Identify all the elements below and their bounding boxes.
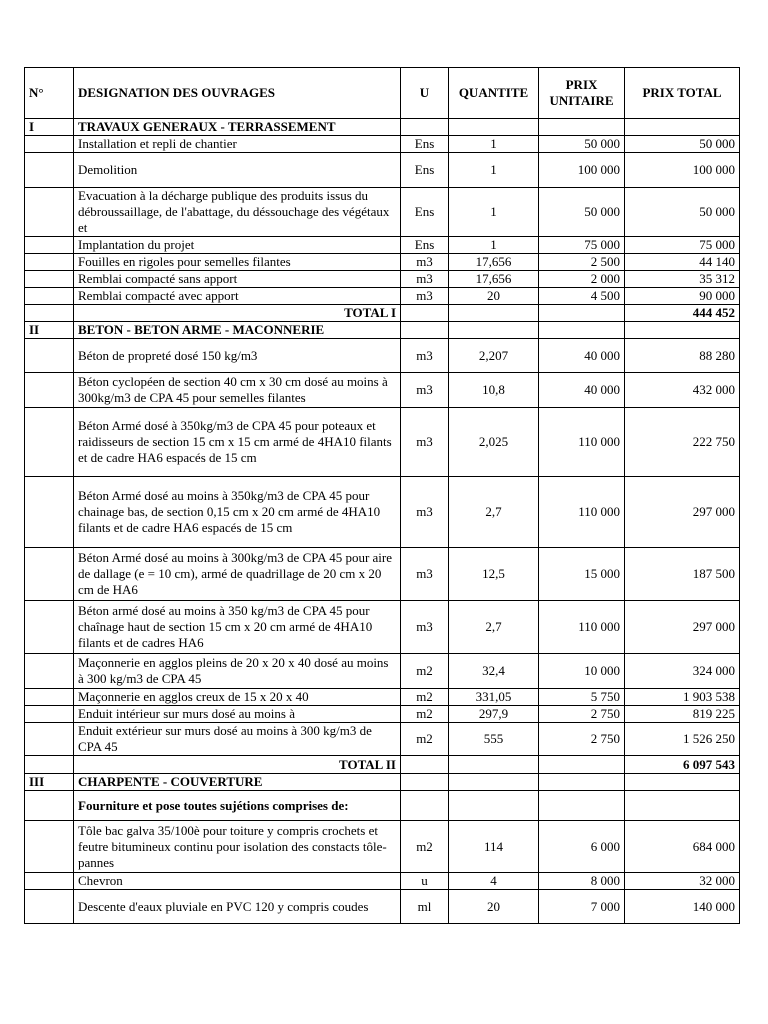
unit-cell (401, 756, 449, 774)
quantity-cell: 1 (449, 237, 539, 254)
quantity-cell: 2,207 (449, 339, 539, 373)
total-price-cell: 222 750 (625, 408, 740, 477)
unit-price-cell: 2 000 (539, 271, 625, 288)
total-price-cell: 90 000 (625, 288, 740, 305)
unit-price-cell: 5 750 (539, 689, 625, 706)
unit-price-cell: 2 750 (539, 706, 625, 723)
subheading-label: Fourniture et pose toutes sujétions comprises de: (74, 791, 401, 821)
number-cell (25, 408, 74, 477)
total-price-cell (625, 119, 740, 136)
unit-price-cell: 8 000 (539, 873, 625, 890)
number-cell (25, 890, 74, 924)
unit-cell: Ens (401, 153, 449, 188)
designation-cell: Maçonnerie en agglos pleins de 20 x 20 x 40 dosé au moins à 300 kg/m3 de CPA 45 (74, 654, 401, 689)
quantity-cell (449, 774, 539, 791)
total-price-cell: 44 140 (625, 254, 740, 271)
unit-cell: u (401, 873, 449, 890)
number-cell (25, 723, 74, 756)
unit-cell (401, 119, 449, 136)
section-row (25, 774, 740, 791)
quantity-cell: 20 (449, 890, 539, 924)
quantity-cell: 20 (449, 288, 539, 305)
table-row (25, 153, 740, 188)
table-row (25, 477, 740, 548)
table-row (25, 254, 740, 271)
total-price-cell: 50 000 (625, 136, 740, 153)
unit-price-cell: 6 000 (539, 821, 625, 873)
subheading-row (25, 791, 740, 821)
unit-cell: m2 (401, 723, 449, 756)
designation-cell: Tôle bac galva 35/100è pour toiture y compris crochets et feutre bitumineux continu pour isolation des constacts tôle-pannes (74, 821, 401, 873)
unit-price-cell: 7 000 (539, 890, 625, 924)
header-no: N° (25, 68, 74, 119)
section-row (25, 322, 740, 339)
quantity-cell: 12,5 (449, 548, 539, 601)
designation-cell: Remblai compacté sans apport (74, 271, 401, 288)
number-cell (25, 706, 74, 723)
quantity-cell (449, 119, 539, 136)
quantity-cell: 10,8 (449, 373, 539, 408)
designation-cell: Descente d'eaux pluviale en PVC 120 y compris coudes (74, 890, 401, 924)
table-row (25, 821, 740, 873)
quantity-cell: 1 (449, 153, 539, 188)
number-cell (25, 756, 74, 774)
table-row (25, 271, 740, 288)
unit-cell (401, 791, 449, 821)
unit-price-cell (539, 774, 625, 791)
table-row (25, 654, 740, 689)
unit-cell: m3 (401, 288, 449, 305)
total-price-cell: 684 000 (625, 821, 740, 873)
quantity-cell: 17,656 (449, 254, 539, 271)
total-price-cell: 50 000 (625, 188, 740, 237)
unit-price-cell: 110 000 (539, 477, 625, 548)
designation-cell: Béton cyclopéen de section 40 cm x 30 cm dosé au moins à 300kg/m3 de CPA 45 pour semelles filantes (74, 373, 401, 408)
number-cell (25, 791, 74, 821)
quantity-cell: 114 (449, 821, 539, 873)
total-price-cell: 432 000 (625, 373, 740, 408)
number-cell (25, 689, 74, 706)
quantity-cell: 17,656 (449, 271, 539, 288)
quantity-cell (449, 756, 539, 774)
unit-cell: Ens (401, 237, 449, 254)
unit-cell: m3 (401, 408, 449, 477)
quantity-cell: 2,7 (449, 477, 539, 548)
quantity-cell (449, 791, 539, 821)
designation-cell: Béton de propreté dosé 150 kg/m3 (74, 339, 401, 373)
header-quantity: QUANTITE (449, 68, 539, 119)
number-cell (25, 339, 74, 373)
quantity-cell: 331,05 (449, 689, 539, 706)
unit-price-cell: 2 750 (539, 723, 625, 756)
quantity-cell (449, 322, 539, 339)
total-price-cell (625, 791, 740, 821)
table-row (25, 873, 740, 890)
designation-cell: Remblai compacté avec apport (74, 288, 401, 305)
unit-price-cell: 50 000 (539, 188, 625, 237)
number-cell (25, 136, 74, 153)
unit-price-cell (539, 756, 625, 774)
unit-price-cell: 75 000 (539, 237, 625, 254)
total-price-cell: 819 225 (625, 706, 740, 723)
designation-cell: Béton Armé dosé à 350kg/m3 de CPA 45 pour poteaux et raidisseurs de section 15 cm x 15 cm armé de 4HA10 filants et de cadre HA6 espacés de 15 cm (74, 408, 401, 477)
section-row (25, 119, 740, 136)
section-title: TRAVAUX GENERAUX - TERRASSEMENT (74, 119, 401, 136)
designation-cell: Demolition (74, 153, 401, 188)
quantity-cell: 1 (449, 188, 539, 237)
unit-cell: m3 (401, 254, 449, 271)
designation-cell: Chevron (74, 873, 401, 890)
unit-price-cell (539, 322, 625, 339)
unit-price-cell: 50 000 (539, 136, 625, 153)
designation-cell: Béton Armé dosé au moins à 300kg/m3 de CPA 45 pour aire de dallage (e = 10 cm), armé de quadrillage de 20 cm x 20 cm de HA6 (74, 548, 401, 601)
unit-cell: m3 (401, 477, 449, 548)
quantity-cell: 555 (449, 723, 539, 756)
unit-cell: m3 (401, 271, 449, 288)
unit-cell: Ens (401, 136, 449, 153)
total-price-cell (625, 322, 740, 339)
header-designation: DESIGNATION DES OUVRAGES (74, 68, 401, 119)
table-header-row (25, 68, 740, 119)
unit-cell (401, 305, 449, 322)
number-cell (25, 254, 74, 271)
total-price-cell: 88 280 (625, 339, 740, 373)
subtotal-row (25, 756, 740, 774)
designation-cell: Fouilles en rigoles pour semelles filantes (74, 254, 401, 271)
designation-cell: Evacuation à la décharge publique des produits issus du débroussaillage, de l'abattage, du déssouchage des végétaux et (74, 188, 401, 237)
table-row (25, 706, 740, 723)
table-row (25, 288, 740, 305)
unit-cell: m2 (401, 706, 449, 723)
table-row (25, 339, 740, 373)
subtotal-value: 444 452 (625, 305, 740, 322)
unit-cell: m3 (401, 373, 449, 408)
number-cell (25, 548, 74, 601)
unit-price-cell: 15 000 (539, 548, 625, 601)
unit-price-cell: 110 000 (539, 601, 625, 654)
total-price-cell: 140 000 (625, 890, 740, 924)
total-price-cell: 35 312 (625, 271, 740, 288)
section-title: BETON - BETON ARME - MACONNERIE (74, 322, 401, 339)
number-cell (25, 271, 74, 288)
designation-cell: Installation et repli de chantier (74, 136, 401, 153)
total-price-cell: 187 500 (625, 548, 740, 601)
section-number: I (25, 119, 74, 136)
unit-cell: m3 (401, 339, 449, 373)
unit-cell: ml (401, 890, 449, 924)
total-price-cell: 32 000 (625, 873, 740, 890)
unit-price-cell: 110 000 (539, 408, 625, 477)
table-row (25, 136, 740, 153)
section-number: II (25, 322, 74, 339)
quantity-cell: 2,025 (449, 408, 539, 477)
unit-cell: m2 (401, 689, 449, 706)
quantity-cell: 32,4 (449, 654, 539, 689)
header-unit-price: PRIX UNITAIRE (539, 68, 625, 119)
unit-price-cell: 40 000 (539, 373, 625, 408)
unit-cell: Ens (401, 188, 449, 237)
unit-cell (401, 774, 449, 791)
quote-table (24, 67, 740, 924)
designation-cell: Béton Armé dosé au moins à 350kg/m3 de CPA 45 pour chainage bas, de section 0,15 cm x 20 cm armé de 4HA10 filants et de cadre HA6 espacés de 15 cm (74, 477, 401, 548)
table-row (25, 188, 740, 237)
number-cell (25, 821, 74, 873)
unit-cell (401, 322, 449, 339)
number-cell (25, 654, 74, 689)
section-number: III (25, 774, 74, 791)
unit-cell: m2 (401, 821, 449, 873)
table-row (25, 237, 740, 254)
designation-cell: Béton armé dosé au moins à 350 kg/m3 de CPA 45 pour chaînage haut de section 15 cm x 20 cm armé de 4HA10 filants et de cadres HA6 (74, 601, 401, 654)
quantity-cell: 4 (449, 873, 539, 890)
total-price-cell (625, 774, 740, 791)
designation-cell: Maçonnerie en agglos creux de 15 x 20 x 40 (74, 689, 401, 706)
header-unit: U (401, 68, 449, 119)
unit-price-cell (539, 119, 625, 136)
quote-table-body (25, 68, 740, 924)
total-price-cell: 297 000 (625, 477, 740, 548)
table-row (25, 723, 740, 756)
unit-cell: m3 (401, 601, 449, 654)
designation-cell: Enduit intérieur sur murs dosé au moins à (74, 706, 401, 723)
unit-price-cell: 10 000 (539, 654, 625, 689)
number-cell (25, 373, 74, 408)
subtotal-row (25, 305, 740, 322)
table-row (25, 548, 740, 601)
total-price-cell: 1 903 538 (625, 689, 740, 706)
number-cell (25, 601, 74, 654)
unit-cell: m2 (401, 654, 449, 689)
total-price-cell: 297 000 (625, 601, 740, 654)
designation-cell: Implantation du projet (74, 237, 401, 254)
number-cell (25, 153, 74, 188)
subtotal-label: TOTAL II (74, 756, 401, 774)
unit-price-cell: 100 000 (539, 153, 625, 188)
number-cell (25, 873, 74, 890)
quantity-cell (449, 305, 539, 322)
subtotal-value: 6 097 543 (625, 756, 740, 774)
total-price-cell: 75 000 (625, 237, 740, 254)
unit-price-cell: 40 000 (539, 339, 625, 373)
table-row (25, 689, 740, 706)
table-row (25, 890, 740, 924)
total-price-cell: 324 000 (625, 654, 740, 689)
number-cell (25, 237, 74, 254)
quantity-cell: 1 (449, 136, 539, 153)
number-cell (25, 188, 74, 237)
section-title: CHARPENTE - COUVERTURE (74, 774, 401, 791)
number-cell (25, 288, 74, 305)
subtotal-label: TOTAL I (74, 305, 401, 322)
number-cell (25, 477, 74, 548)
unit-price-cell (539, 305, 625, 322)
table-row (25, 601, 740, 654)
total-price-cell: 1 526 250 (625, 723, 740, 756)
unit-price-cell: 2 500 (539, 254, 625, 271)
unit-cell: m3 (401, 548, 449, 601)
table-row (25, 373, 740, 408)
unit-price-cell (539, 791, 625, 821)
total-price-cell: 100 000 (625, 153, 740, 188)
number-cell (25, 305, 74, 322)
quantity-cell: 297,9 (449, 706, 539, 723)
header-total-price: PRIX TOTAL (625, 68, 740, 119)
unit-price-cell: 4 500 (539, 288, 625, 305)
designation-cell: Enduit extérieur sur murs dosé au moins à 300 kg/m3 de CPA 45 (74, 723, 401, 756)
quantity-cell: 2,7 (449, 601, 539, 654)
table-row (25, 408, 740, 477)
